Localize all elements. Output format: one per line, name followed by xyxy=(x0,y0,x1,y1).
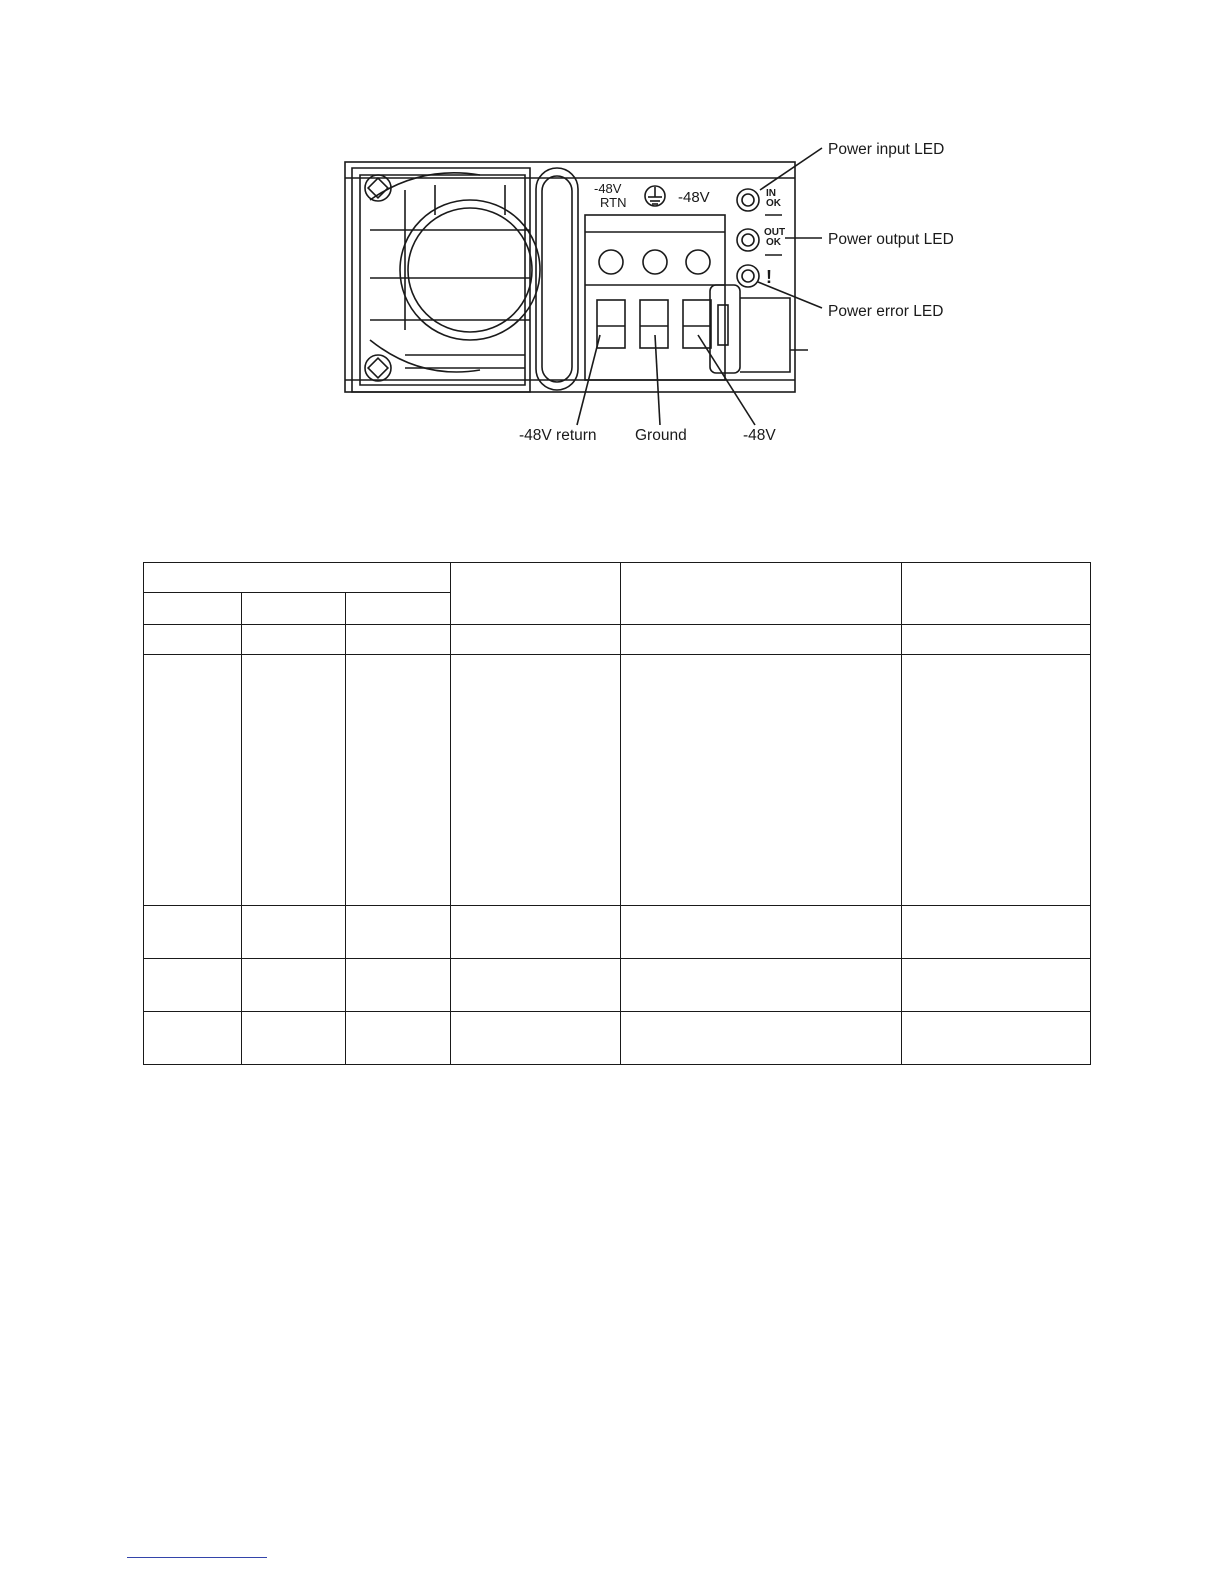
table-row xyxy=(144,1012,1091,1065)
out-label: OUT xyxy=(764,227,786,238)
rtn-label-top: -48V xyxy=(594,181,622,196)
table-header-col6 xyxy=(902,563,1091,625)
table-row xyxy=(144,906,1091,959)
ground-symbol-icon xyxy=(645,186,665,206)
minus48-panel-label: -48V xyxy=(678,189,710,206)
in-ok-label: OK xyxy=(766,198,781,209)
power-output-led xyxy=(737,229,759,251)
terminal-screw-return xyxy=(599,250,623,274)
fan-housing xyxy=(352,168,540,392)
table-subheader-2 xyxy=(242,593,346,625)
terminal-screw-48v xyxy=(686,250,710,274)
power-supply-body xyxy=(345,162,795,392)
terminal-slot-return xyxy=(597,300,625,348)
callout-minus48-terminal: -48V xyxy=(743,427,776,444)
in-label: IN xyxy=(766,188,776,199)
error-symbol-icon: ! xyxy=(766,267,772,287)
terminal-block xyxy=(585,215,725,380)
table-row xyxy=(144,959,1091,1012)
power-input-led xyxy=(737,189,759,211)
fan-hub xyxy=(408,208,532,332)
callout-power-error-led: Power error LED xyxy=(828,303,944,320)
led-status-table xyxy=(143,562,1091,1065)
power-error-led xyxy=(737,265,759,287)
footer-rule xyxy=(127,1557,267,1558)
table-row xyxy=(144,625,1091,655)
terminal-slot-ground xyxy=(640,300,668,348)
table-subheader-3 xyxy=(346,593,451,625)
callout-power-input-led: Power input LED xyxy=(828,141,945,158)
terminal-slot-48v xyxy=(683,300,711,348)
rtn-label-bottom: RTN xyxy=(600,195,627,210)
callout-ground-terminal: Ground xyxy=(635,427,687,444)
table-subheader-1 xyxy=(144,593,242,625)
callout-return-terminal: -48V return xyxy=(519,427,597,444)
table-row xyxy=(144,655,1091,906)
table-header-col4 xyxy=(451,563,621,625)
table-header-col5 xyxy=(621,563,902,625)
callout-power-output-led: Power output LED xyxy=(828,231,954,248)
out-ok-label: OK xyxy=(766,237,781,248)
terminal-screw-ground xyxy=(643,250,667,274)
table-header-leds xyxy=(144,563,451,593)
power-supply-rear-illustration xyxy=(0,0,1224,480)
